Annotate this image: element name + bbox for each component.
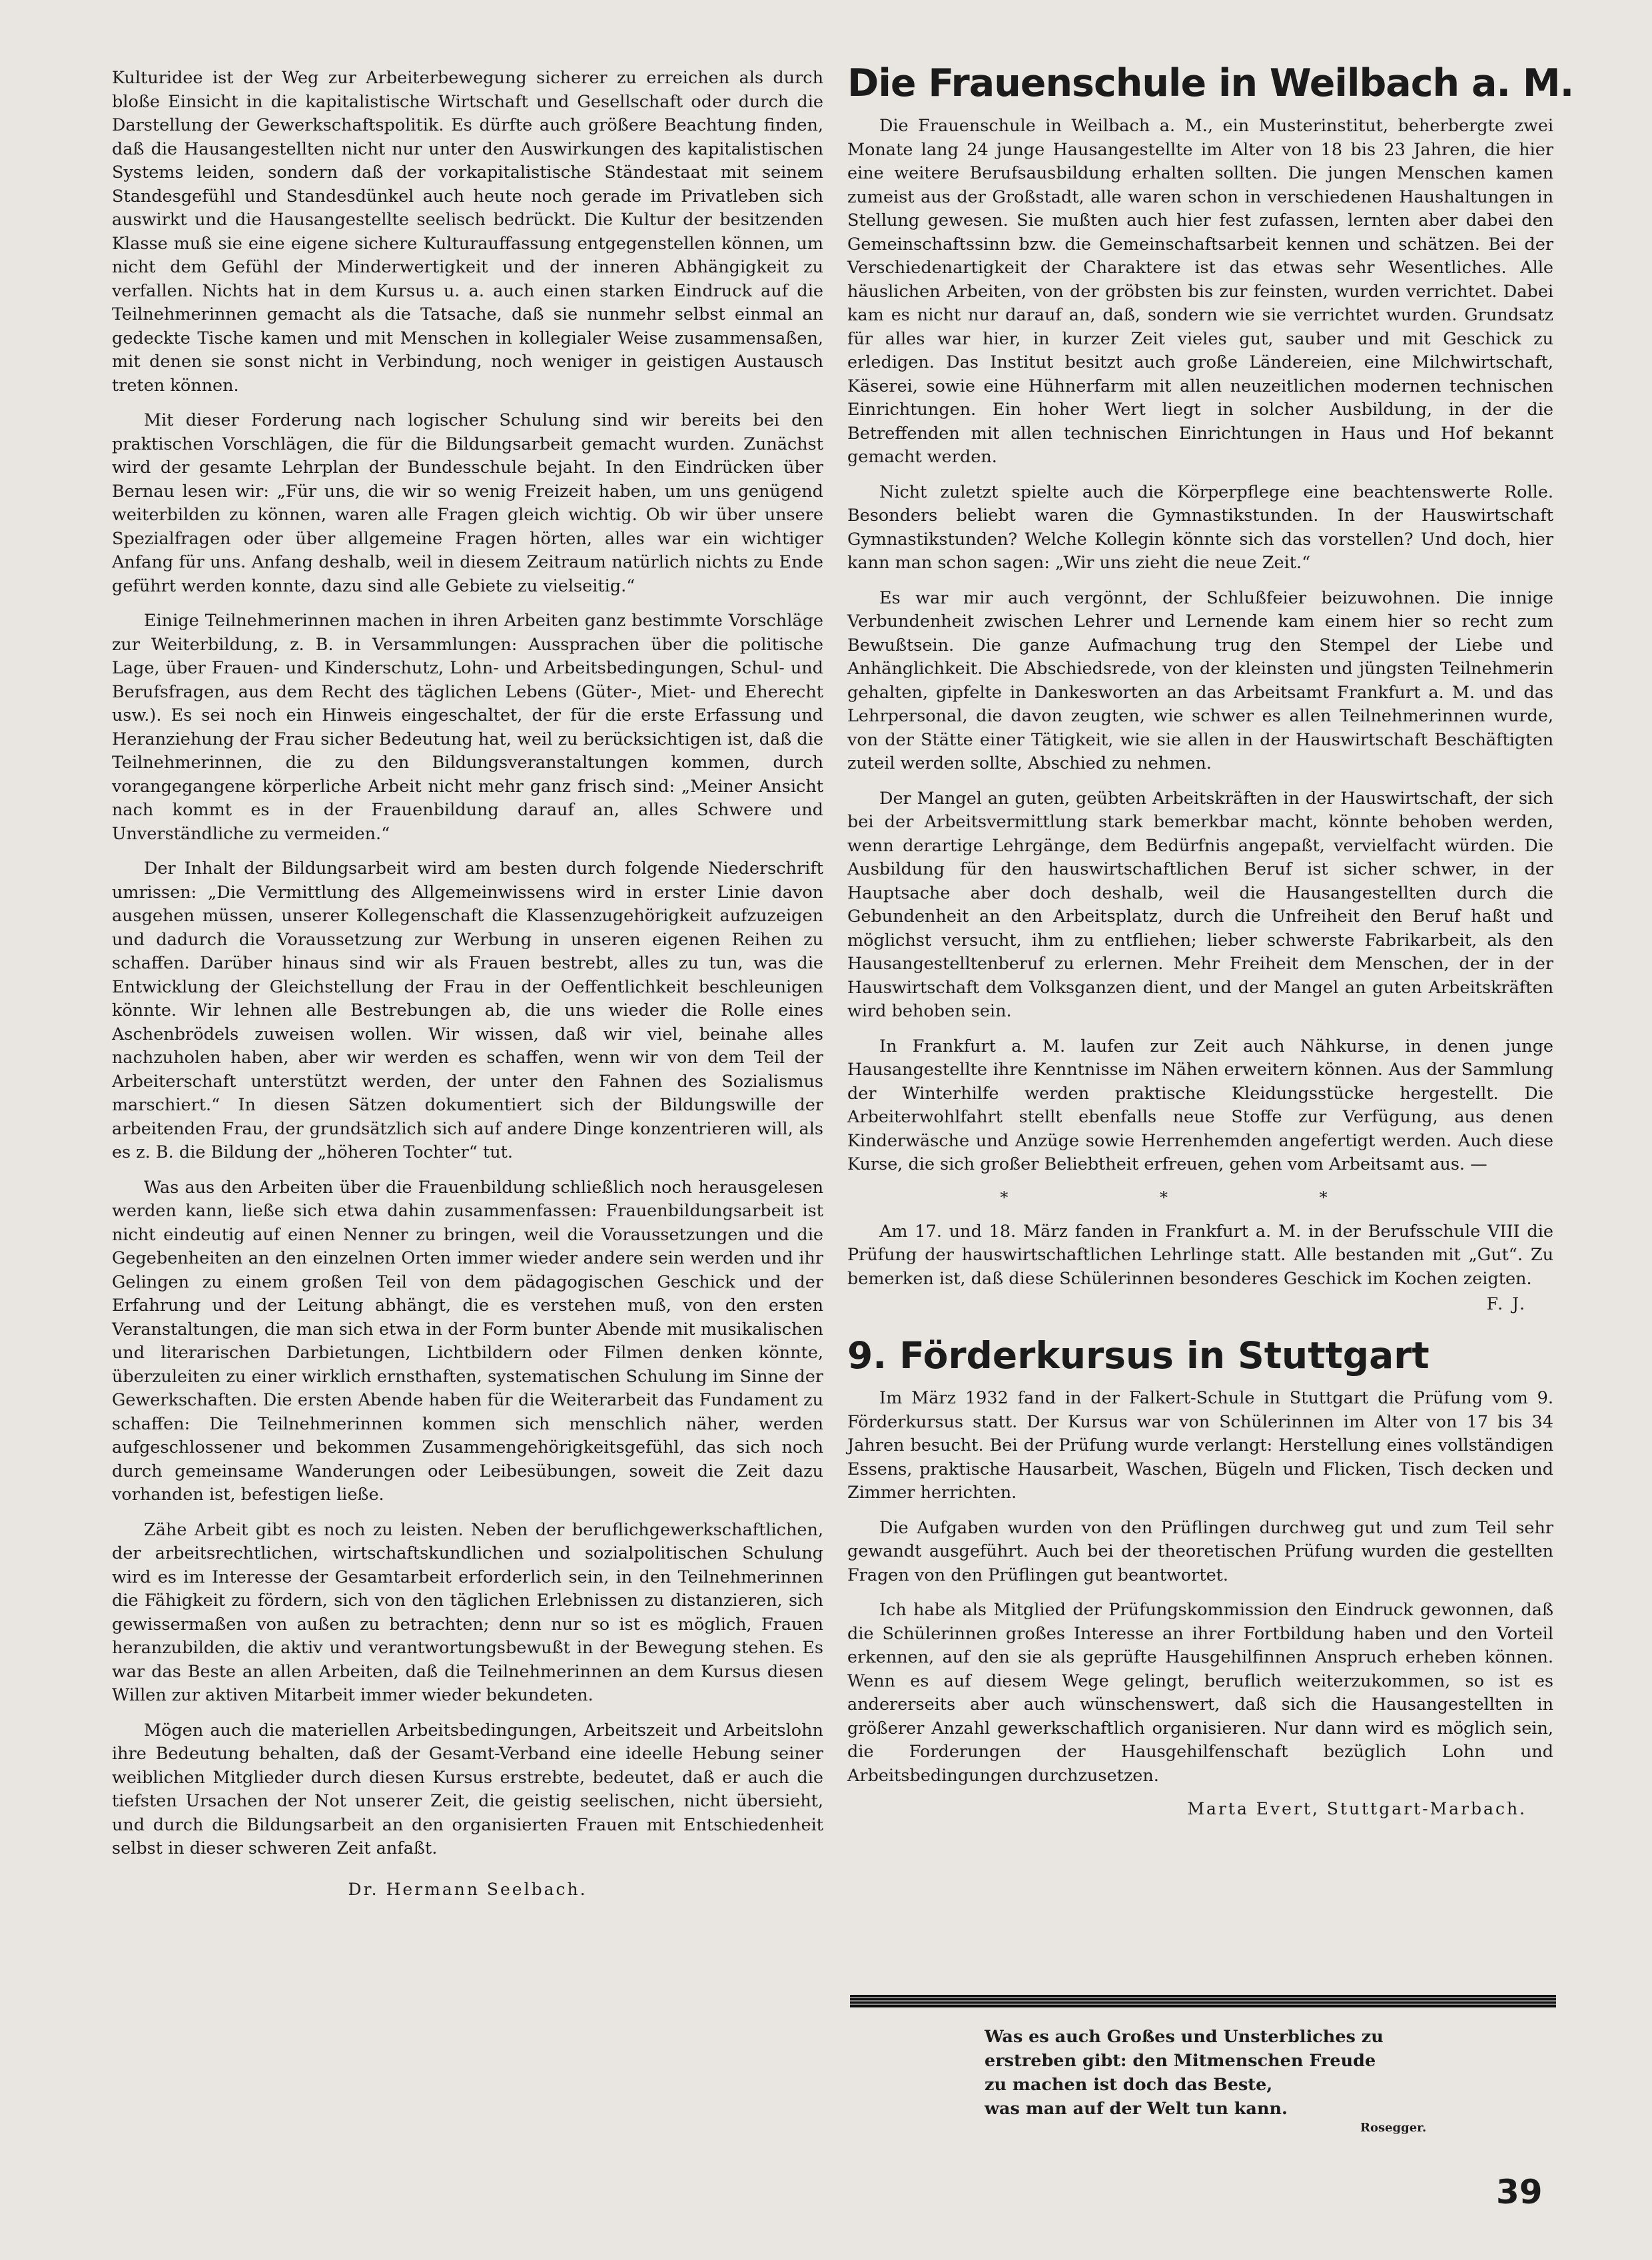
quote-line-4: was man auf der Welt tun kann.: [985, 2099, 1288, 2119]
left-paragraph-5: Was aus den Arbeiten über die Frauenbildung schließlich noch herausgelesen werden kann, ließe sich etwa dahin zusammenfassen: Frauenbildungsarbeit ist nicht eindeutig auf einen Nenner zu bringen, weil die Voraussetzungen und die Gegebenheiten an den einzelnen Orten immer wieder andere sein werden und ihr Gelingen zu einem großen Teil von dem pädagogischen Geschick und der Erfahrung und der Leitung abhängt, die es verstehen muß, von den ersten Veranstaltungen, die man sich etwa in der Form bunter Abende mit musikalischen und literarischen Darbietungen, Lichtbildern oder Filmen denken könnte, überzuleiten zu einer wirklich ernsthaften, systematischen Schulung im Sinne der Gewerkschaften. Die ersten Abende haben für die Weiterarbeit das Fundament zu schaffen: Die Teilnehmerinnen kommen sich menschlich näher, werden aufgeschlossener und bekommen Zusammengehörigkeitsgefühl, das sich noch durch gemeinsame Wanderungen oder Leibesübungen, soweit die Zeit dazu vorhanden ist, befestigen ließe.: [112, 1177, 823, 1505]
weilbach-paragraph-3: Es war mir auch vergönnt, der Schlußfeier beizuwohnen. Die innige Verbundenheit zwischen Lehrer und Lernende kam einem hier so recht zum Bewußtsein. Die ganze Aufmachung trug den Stempel der Liebe und Anhänglichkeit. Die Abschiedsrede, von der kleinsten und jüngsten Teilnehmerin gehalten, gipfelte in Dankesworten an das Arbeitsamt Frankfurt a. M. und das Lehrpersonal, die davon zeugten, wie schwer es allen Teilnehmerinnen wurde, von der Stätte einer Tätigkeit, wie sie allen in der Hauswirtschaft Beschäftigten zuteil werden sollte, Abschied zu nehmen.: [847, 587, 1553, 773]
weilbach-paragraph-4: Der Mangel an guten, geübten Arbeitskräften in der Hauswirtschaft, der sich bei der Arbeitsvermittlung stark bemerkbar macht, könnte behoben werden, wenn derartige Lehrgänge, dem Bedürfnis angepaßt, vervielfacht würden. Die Ausbildung für den hauswirtschaftlichen Beruf ist sicher schwer, in der Hauptsache aber doch deshalb, weil die Hausangestellten durch die Gebundenheit an den Arbeitsplatz, durch die Unfreiheit den Beruf haßt und möglichst versucht, ihm zu entfliehen; lieber schwerste Fabrikarbeit, als den Hausangestelltenberuf zu erlernen. Mehr Freiheit dem Menschen, der in der Hauswirtschaft dem Volksganzen dient, und der Mangel an guten Arbeitskräften wird behoben sein.: [847, 788, 1553, 1021]
left-paragraph-1: Kulturidee ist der Weg zur Arbeiterbewegung sicherer zu erreichen als durch bloße Einsicht in die kapitalistische Wirtschaft und Gesellschaft oder durch die Darstellung der Gewerkschaftspolitik. Es dürfte auch größere Beachtung finden, daß die Hausangestellten nicht nur unter den Auswirkungen des kapitalistischen Systems leiden, sondern daß der vorkapitalistische Ständestaat mit seinem Standesgefühl und Standesdünkel auch heute noch gerade im Privatleben sich auswirkt und die Hausangestellte seelisch bedrückt. Die Kultur der besitzenden Klasse muß sie eine eigene sichere Kulturauffassung entgegenstellen können, um nicht dem Gefühl der Minderwertigkeit und der inneren Abhängigkeit zu verfallen. Nichts hat in dem Kursus u. a. auch einen starken Eindruck auf die Teilnehmerinnen gemacht als die Tatsache, daß sie nunmehr selbst einmal an gedeckte Tische kamen und mit Menschen in kollegialer Weise zusammensaßen, mit denen sie sonst nicht in Verbindung, noch weniger in geistigen Austausch treten können.: [112, 68, 823, 396]
article-title-stuttgart: 9. Förderkursus in Stuttgart: [847, 1334, 1430, 1377]
left-paragraph-7: Mögen auch die materiellen Arbeitsbedingungen, Arbeitszeit und Arbeitslohn ihre Bedeutung behalten, daß der Gesamt-Verband eine ideelle Hebung seiner weiblichen Mitglieder durch diesen Kursus erstrebte, bedeutet, daß er auch die tiefsten Ursachen der Not unserer Zeit, die geistig seelischen, nicht übersieht, und durch die Bildungsarbeit an den organisierten Frauen mit Entschiedenheit selbst in dieser schweren Zeit anfaßt.: [112, 1720, 823, 1858]
weilbach-paragraph-2: Nicht zuletzt spielte auch die Körperpflege eine beachtenswerte Rolle. Besonders beliebt waren die Gymnastikstunden. In der Hauswirtschaft Gymnastikstunden? Welche Kollegin könnte sich das vorstellen? Und doch, hier kann man schon sagen: „Wir uns zieht die neue Zeit.“: [847, 482, 1553, 573]
section-separator-stars: * * *: [1000, 1188, 1401, 1207]
weilbach-paragraph-1: Die Frauenschule in Weilbach a. M., ein Musterinstitut, beherbergte zwei Monate lang 24 junge Hausangestellte im Alter von 18 bis 23 Jahren, die hier eine weitere Berufsausbildung erhalten sollten. Die jungen Menschen kamen zumeist aus der Großstadt, alle waren schon in verschiedenen Haushaltungen in Stellung gewesen. Sie mußten auch hier fest zufassen, lernten aber dabei den Gemeinschaftssinn bzw. die Gemeinschaftsarbeit kennen und schätzen. Bei der Verschiedenartigkeit der Charaktere ist das etwas sehr Wesentliches. Alle häuslichen Arbeiten, von der gröbsten bis zur feinsten, wurden verrichtet. Dabei kam es nicht nur darauf an, daß, sondern wie sie verrichtet wurden. Grundsatz für alles war hier, in kurzer Zeit vieles gut, sauber und mit Geschick zu erledigen. Das Institut besitzt auch große Ländereien, eine Milchwirtschaft, Käserei, sowie eine Hühnerfarm mit allen neuzeitlichen modernen technischen Einrichtungen. Ein hoher Wert liegt in solcher Ausbildung, in der die Betreffenden mit allen technischen Einrichtungen in Haus und Hof bekannt gemacht werden.: [847, 116, 1553, 467]
left-paragraph-2: Mit dieser Forderung nach logischer Schulung sind wir bereits bei den praktischen Vorschlägen, die für die Bildungsarbeit gemacht wurden. Zunächst wird der gesamte Lehrplan der Bundesschule bejaht. In den Eindrücken über Bernau lesen wir: „Für uns, die wir so wenig Freizeit haben, um uns genügend weiterbilden zu können, waren alle Fragen gleich wichtig. Ob wir über unsere Spezialfragen oder über allgemeine Fragen hörten, alles war ein wichtiger Anfang für uns. Anfang deshalb, weil in diesem Zeitraum natürlich nichts zu Ende geführt werden konnte, dazu sind alle Gebiete zu vielseitig.“: [112, 410, 823, 596]
right-column: [847, 61, 1574, 1818]
stuttgart-author-signature: Marta Evert, Stuttgart-Marbach.: [1187, 1799, 1527, 1818]
quote-line-1: Was es auch Großes und Unsterbliches zu: [985, 2027, 1384, 2047]
quote-author: Rosegger.: [1360, 2121, 1427, 2135]
left-column: [112, 67, 823, 1899]
left-paragraph-6: Zähe Arbeit gibt es noch zu leisten. Neben der beruflichgewerkschaftlichen, der arbeitsrechtlichen, wirtschaftskundlichen und sozialpolitischen Schulung wird es im Interesse der Gesamtarbeit erforderlich sein, in den Teilnehmerinnen die Fähigkeit zu fördern, sich von den täglichen Erlebnissen zu distanzieren, sich gewissermaßen von außen zu betrachten; denn nur so ist es möglich, Frauen heranzubilden, die aktiv und verantwortungsbewußt in der Bewegung stehen. Es war das Beste an allen Arbeiten, daß die Teilnehmerinnen an dem Kursus diesen Willen zur aktiven Mitarbeit immer wieder bekundeten.: [112, 1519, 823, 1705]
quote-box: [985, 2025, 1464, 2121]
left-paragraph-3: Einige Teilnehmerinnen machen in ihren Arbeiten ganz bestimmte Vorschläge zur Weiterbildung, z. B. in Versammlungen: Aussprachen über die politische Lage, über Frauen- und Kinderschutz, Lohn- und Arbeitsbedingungen, Schul- und Berufsfragen, aus dem Recht des täglichen Lebens (Güter-, Miet- und Eherecht usw.). Es sei noch ein Hinweis eingeschaltet, der für die erste Erfassung und Heranziehung der Frau sicher Bedeutung hat, weil zu berücksichtigen ist, daß die Teilnehmerinnen, die zu den Bildungsveranstaltungen kommen, durch vorangegangene körperliche Arbeit nicht mehr ganz frisch sind: „Meiner Ansicht nach kommt es in der Frauenbildung darauf an, alles Schwere und Unverständliche zu vermeiden.“: [112, 611, 823, 844]
quote-line-2: erstreben gibt: den Mitmenschen Freude: [985, 2051, 1376, 2071]
weilbach-closing-note: Am 17. und 18. März fanden in Frankfurt a. M. in der Berufsschule VIII die Prüfung der hauswirtschaftlichen Lehrlinge statt. Alle bestanden mit „Gut“. Zu bemerken ist, daß diese Schülerinnen besonderes Geschick im Kochen zeigten.: [847, 1221, 1553, 1289]
stuttgart-paragraph-2: Die Aufgaben wurden von den Prüflingen durchweg gut und zum Teil sehr gewandt ausgeführt. Auch bei der theoretischen Prüfung wurden die gestellten Fragen von den Prüflingen gut beantwortet.: [847, 1517, 1553, 1585]
stuttgart-paragraph-1: Im März 1932 fand in der Falkert-Schule in Stuttgart die Prüfung vom 9. Förderkursus statt. Der Kursus war von Schülerinnen im Alter von 17 bis 34 Jahren besucht. Bei der Prüfung wurde verlangt: Herstellung eines vollständigen Essens, praktische Hausarbeit, Waschen, Bügeln und Flicken, Tisch decken und Zimmer herrichten.: [847, 1388, 1553, 1503]
author-signature: Dr. Hermann Seelbach.: [348, 1879, 588, 1899]
stuttgart-paragraph-3: Ich habe als Mitglied der Prüfungskommission den Eindruck gewonnen, daß die Schülerinnen großes Interesse an ihrer Fortbildung haben und den Vorteil erkennen, auf den sie als geprüfte Hausgehilfinnen Anspruch erheben können. Wenn es auf diesem Wege gelingt, beruflich weiterzukommen, so ist es andererseits aber auch wünschenswert, daß sich die Hausangestellten in größerer Anzahl gewerkschaftlich organisieren. Nur dann wird es möglich sein, die Forderungen der Hausgehilfenschaft bezüglich Lohn und Arbeitsbedingungen durchzusetzen.: [847, 1600, 1553, 1786]
decorative-rule: [850, 1995, 1556, 2008]
article-title-weilbach: Die Frauenschule in Weilbach a. M.: [847, 61, 1574, 105]
quote-line-3: zu machen ist doch das Beste,: [985, 2075, 1273, 2095]
weilbach-paragraph-5: In Frankfurt a. M. laufen zur Zeit auch Nähkurse, in denen junge Hausangestellte ihre Kenntnisse im Nähen erweitern können. Aus der Sammlung der Winterhilfe werden praktische Kleidungsstücke hergestellt. Die Arbeiterwohlfahrt stellt ebenfalls neue Stoffe zur Verfügung, aus denen Kinderwäsche und Anzüge sowie Herrenhemden angefertigt werden. Auch diese Kurse, die sich großer Beliebtheit erfreuen, gehen vom Arbeitsamt aus. —: [847, 1036, 1553, 1174]
page-number: 39: [1496, 2173, 1543, 2211]
left-paragraph-4: Der Inhalt der Bildungsarbeit wird am besten durch folgende Niederschrift umrissen: „Die Vermittlung des Allgemeinwissens wird in erster Linie davon ausgehen müssen, unserer Kollegenschaft die Klassenzugehörigkeit aufzuzeigen und dadurch die Voraussetzung zur Werbung in unseren eigenen Reihen zu schaffen. Darüber hinaus sind wir als Frauen bestrebt, alles zu tun, was die Entwicklung der Gleichstellung der Frau in der Oeffentlichkeit beschleunigen könnte. Wir lehnen alle Bestrebungen ab, die uns wieder die Rolle eines Aschenbrödels zuweisen wollen. Wir wissen, daß wir viel, beinahe alles nachzuholen haben, aber wir werden es schaffen, wenn wir von dem Teil der Arbeiterschaft unterstützt werden, der unter den Fahnen des Sozialismus marschiert.“ In diesen Sätzen dokumentiert sich der Bildungswille der arbeitenden Frau, der grundsätzlich sich auf andere Dinge konzentrieren will, als es z. B. die Bildung der „höheren Tochter“ tut.: [112, 859, 823, 1162]
closing-note-initials: F. J.: [1486, 1294, 1527, 1314]
